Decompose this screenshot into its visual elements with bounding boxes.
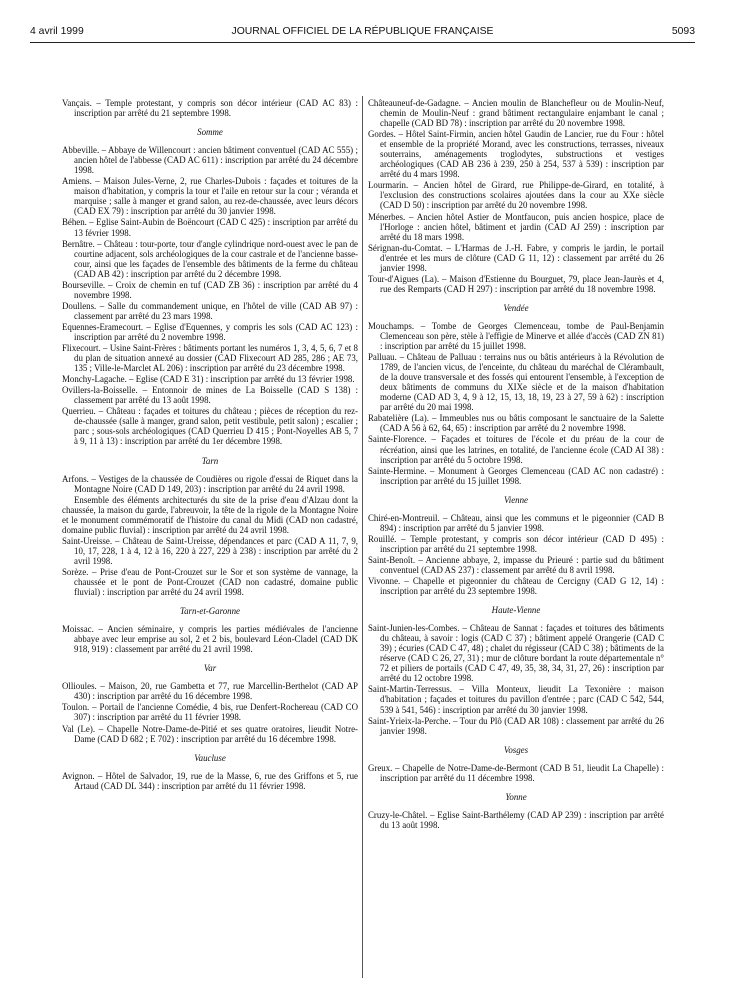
entry-place: Vançais.: [62, 98, 92, 108]
entry-text: – Tour du Plô (CAD AR 108) : classement par arrêté du 26 janvier 1998.: [380, 715, 664, 736]
monument-entry: [62, 217, 358, 237]
entry-place: Equennes-Eramecourt.: [62, 321, 144, 332]
entry-text: – L'Harmas de J.-H. Fabre, y compris le jardin, le portail d'entrée et les murs de clôture (CAD G 11, 12) : classement par arrêté du 26 janvier 1998.: [380, 242, 664, 273]
monument-entry: [62, 280, 358, 300]
entry-text: – Ancien hôtel Astier de Montfaucon, puis ancien hospice, place de l'Horloge : ancien hôtel, bâtiment et jardin (CAD AJ 259) : inscription par arrêté du 18 mars 1998.: [380, 211, 664, 242]
monument-entry: [368, 352, 664, 412]
monument-entry: [368, 212, 664, 242]
entry-place: Sainte-Florence.: [368, 434, 427, 445]
entry-text: – Croix de chemin en tuf (CAD ZB 36) : inscription par arrêté du 4 novembre 1998.: [74, 279, 358, 300]
entry-text: – Château de Saint-Ureisse, dépendances et parc (CAD A 11, 7, 9, 10, 17, 228, 1 à 4, 12 à 16, 220 à 227, 229 à 238) : inscription par arrêté du 2 avril 1998.: [74, 535, 358, 566]
monument-entry: [368, 576, 664, 596]
entry-text: – Eglise Saint-Aubin de Boëncourt (CAD C 425) : inscription par arrêté du 13 février 1998.: [74, 217, 358, 238]
monument-entry: [368, 413, 664, 433]
right-column: [368, 98, 664, 831]
monument-entry: [368, 434, 664, 464]
entry-text: – Hôtel Saint-Firmin, ancien hôtel Gaudin de Lancier, rue du Four : hôtel et ensemble de la propriété Morand, avec les constructions, terrasses, niveaux souterrains, aménagements troglodytes, substructions et vestiges archéologiques (CAD AB 236 à 239, 250 à 254, 537 à 539) : inscription par arrêté du 4 mars 1998.: [380, 129, 664, 180]
entry-text: – Château : façades et toitures du château ; pièces de réception du rez-de-chaussée (salle à manger, grand salon, petit vestibule, petit salon) ; escalier ; parc ; sous-sols archéologiques (CAD Querrieu D 415 ; Pont-Noyelles AB 5, 7 à 9, 11 à 13) : inscription par arrêté du 1er décembre 1998.: [74, 406, 358, 447]
header-date: 4 avril 1999: [30, 26, 84, 37]
entry-text: – Façades et toitures de l'école et du préau de la cour de récréation, ainsi que les latrines, en totalité, de l'ancienne école (CAD AI 38) : inscription par arrêté du 5 octobre 1998.: [380, 434, 664, 465]
entry-text: – Château, ainsi que les communs et le pigeonnier (CAD B 894) : inscription par arrêté du 5 janvier 1998.: [380, 512, 664, 533]
left-column: [62, 98, 358, 792]
department-heading: Vaucluse: [194, 752, 226, 763]
monument-entry: [62, 322, 358, 342]
entry-text: – Temple protestant, y compris son décor intérieur (CAD D 495) : inscription par arrêté du 21 septembre 1998.: [380, 533, 664, 554]
monument-entry: [62, 406, 358, 446]
department-heading: Vienne: [504, 494, 528, 505]
entry-place: Cruzy-le-Châtel.: [368, 809, 428, 820]
entry-text: – Maison d'Estienne du Bourguet, 79, place Jean-Jaurès et 4, rue des Remparts (CAD H 297) : inscription par arrêté du 18 novembre 1998.: [380, 273, 665, 294]
monument-entry: [368, 623, 664, 683]
entry-text: – Eglise d'Equennes, y compris les sols (CAD AC 123) : inscription par arrêté du 2 novembre 1998.: [74, 321, 358, 342]
entry-text: – Château de Sannat : façades et toitures des bâtiments du château, à savoir : logis (CAD C 37) ; bâtiment appelé Orangerie (CAD C 39) ; écuries (CAD C 47, 48) ; chalet du régisseur (CAD C 38) ; bâtiments de la réserve (CAD C 26, 27, 31) ; mur de clôture bordant la route départementale n° 72 et piliers de portails (CAD C 47, 49, 35, 38, 34, 31, 27, 26) : inscription par arrêté du 12 octobre 1998.: [380, 623, 664, 684]
entry-place: Toulon.: [62, 702, 90, 713]
entry-text: – Villa Monteux, lieudit La Texonière : maison d'habitation ; façades et toitures du pavillon d'entrée ; parc (CAD C 542, 544, 539 à 541, 546) : inscription par arrêté du 30 janvier 1998.: [380, 684, 664, 715]
department-heading: Yonne: [505, 791, 527, 802]
monument-entry: [62, 385, 358, 405]
monument-entry: [368, 321, 664, 351]
entry-place: Tour-d'Aigues (La).: [368, 273, 440, 284]
monument-entry: [62, 374, 358, 384]
entry-place: Arfons.: [62, 473, 89, 484]
monument-entry: [62, 624, 358, 654]
entry-place: Châteauneuf-de-Gadagne.: [368, 98, 461, 108]
entry-text: – Monument à Georges Clemenceau (CAD AC non cadastré) : inscription par arrêté du 15 juillet 1998.: [380, 465, 664, 486]
monument-entry: [62, 702, 358, 722]
monument-entry: [62, 681, 358, 701]
entry-place: Saint-Ureisse.: [62, 535, 113, 546]
entry-text: – Prise d'eau de Pont-Crouzet sur le Sor et son système de vannage, la chaussée et le pont de Pont-Crouzet (CAD non cadastré, domaine public fluvial) : inscription par arrêté du 24 avril 1998.: [74, 566, 358, 598]
entry-text: – Ancien séminaire, y compris les parties médiévales de l'ancienne abbaye avec leur emprise au sol, 2 et 2 bis, boulevard Léon-Cladel (CAD DK 918, 919) : classement par arrêté du 21 avril 1998.: [74, 624, 358, 655]
entry-place: Abbeville.: [62, 145, 100, 156]
entry-place: Ménerbes.: [368, 211, 406, 222]
monument-entry: [62, 98, 358, 118]
entry-place: Ovillers-la-Boisselle.: [62, 385, 138, 396]
monument-entry: [62, 724, 358, 744]
entry-place: Rabatelière (La).: [368, 413, 429, 424]
entry-place: Chiré-en-Montreuil.: [368, 512, 440, 523]
entry-place: Moissac.: [62, 624, 94, 635]
entry-text: – Ancien hôtel de Girard, rue Philippe-de-Girard, en totalité, à l'exclusion des constructions scolaires ajoutées dans la cour au XXe siècle (CAD D 50) : inscription par arrêté du 20 novembre 1998.: [380, 180, 664, 211]
monument-entry: [62, 474, 358, 494]
department-heading: Somme: [197, 127, 223, 138]
entry-text: – Maison Jules-Verne, 2, rue Charles-Dubois : façades et toitures de la maison d'habitation, y compris la tour et l'aile en retour sur la cour ; véranda et marquise ; salle à manger et grand salon, au rez-de-chaussée, avec leurs décors (CAD EX 79) : inscription par arrêté du 30 janvier 1998.: [74, 176, 358, 217]
entry-place: Sorèze.: [62, 566, 89, 577]
entry-place: Rouillé.: [368, 533, 397, 544]
entry-paragraph: Ensemble des éléments architecturés du site de la prise d'eau d'Alzau dont la chaussée, la maison du garde, l'abreuvoir, la tête de la rigole de la Montagne Noire et le monument commémoratif de l'histoire du canal du Midi (CAD non cadastré, domaine public fluvial) : inscription par arrêté du 24 avril 1998.: [62, 494, 358, 535]
entry-place: Avignon.: [62, 770, 95, 781]
monument-entry: [62, 176, 358, 216]
entry-text: – Vestiges de la chaussée de Coudières ou rigole d'essai de Riquet dans la Montagne Noire (CAD D 149, 203) : inscription par arrêté du 24 avril 1998.: [74, 473, 358, 494]
entry-place: Mouchamps.: [368, 320, 415, 331]
monument-entry: [368, 716, 664, 736]
entry-text: – Chapelle Notre-Dame-de-Pitié et ses quatre oratoires, lieudit Notre-Dame (CAD D 682 ; E 702) : inscription par arrêté du 16 décembre 1998.: [74, 723, 358, 744]
entry-place: Saint-Benoît.: [368, 554, 416, 565]
entry-place: Gordes.: [368, 129, 396, 140]
entry-text: – Hôtel de Salvador, 19, rue de la Masse, 6, rue des Griffons et 5, rue Artaud (CAD DL 344) : inscription par arrêté du 11 février 1998.: [74, 770, 358, 791]
entry-place: Bourseville.: [62, 279, 106, 290]
monument-entry: [62, 567, 358, 597]
monument-entry: [368, 513, 664, 533]
monument-entry: [368, 555, 664, 575]
header-page-number: 5093: [671, 26, 695, 37]
entry-place: Vivonne.: [368, 576, 401, 587]
monument-entry: [368, 763, 664, 783]
entry-text: – Entonnoir de mines de La Boisselle (CAD S 138) : classement par arrêté du 13 août 1998.: [74, 385, 358, 406]
entry-text: – Abbaye de Willencourt : ancien bâtiment conventuel (CAD AC 555) ; ancien hôtel de l'abbesse (CAD AC 611) : inscription par arrêté du 24 décembre 1998.: [74, 145, 358, 176]
entry-place: Saint-Yrieix-la-Perche.: [368, 715, 451, 726]
entry-place: Doullens.: [62, 300, 97, 311]
department-heading: Haute-Vienne: [491, 605, 541, 616]
entry-text: – Salle du commandement unique, en l'hôtel de ville (CAD AB 97) : classement par arrêté du 23 mars 1998.: [74, 300, 358, 321]
entry-place: Béhen.: [62, 217, 87, 228]
monument-entry: [62, 343, 358, 373]
entry-place: Flixecourt.: [62, 343, 101, 354]
monument-entry: [62, 239, 358, 279]
header-title: JOURNAL OFFICIEL DE LA RÉPUBLIQUE FRANÇAISE: [231, 26, 494, 37]
entry-place: Greux.: [368, 762, 393, 773]
monument-entry: [368, 98, 664, 128]
entry-text: – Portail de l'ancienne Comédie, 4 bis, rue Denfert-Rochereau (CAD CO 307) : inscription par arrêté du 11 février 1998.: [74, 702, 358, 723]
monument-entry: [62, 145, 358, 175]
entry-place: Saint-Martin-Terressus.: [368, 684, 452, 695]
entry-text: – Chapelle de Notre-Dame-de-Bermont (CAD B 51, lieudit La Chapelle) : inscription par arrêté du 11 décembre 1998.: [380, 762, 664, 783]
entry-text: – Eglise Saint-Barthélemy (CAD AP 239) : inscription par arrêté du 13 août 1998.: [380, 809, 664, 830]
entry-place: Ollioules.: [62, 681, 97, 692]
department-heading: Tarn-et-Garonne: [180, 606, 240, 617]
entry-text: – Ancienne abbaye, 2, impasse du Prieuré : partie sud du bâtiment conventuel (CAD AS 237) : classement par arrêté du 8 avril 1998.: [380, 554, 664, 575]
entry-text: – Château de Palluau : terrains nus ou bâtis antérieurs à la Révolution de 1789, de l'ancien vicus, de l'enceinte, du château du maréchal de Clérambault, de la douve transversale et des fossés qui entourent l'ensemble, à l'exception de deux bâtiments de communs du XIXe siècle et de la maison d'habitation moderne (CAD AD 3, 4, 9 à 12, 15, 13, 18, 19, 23 à 27, 59 à 62) : inscription par arrêté du 20 mai 1998.: [380, 352, 664, 413]
entry-place: Querrieu.: [62, 406, 96, 417]
monument-entry: [368, 810, 664, 830]
entry-text: – Usine Saint-Frères : bâtiments portant les numéros 1, 3, 4, 5, 6, 7 et 8 du plan de situation annexé au dossier (CAD Flixecourt AD 285, 286 ; AE 73, 135 ; Ville-le-Marclet AL 206) : inscription par arrêté du 23 décembre 1998.: [74, 343, 358, 374]
entry-place: Bernâtre.: [62, 238, 95, 249]
monument-entry: [368, 534, 664, 554]
monument-entry: [62, 536, 358, 566]
monument-entry: [368, 466, 664, 486]
entry-text: – Eglise (CAD E 31) : inscription par arrêté du 13 février 1998.: [126, 374, 355, 385]
entry-place: Val (Le).: [62, 723, 96, 734]
entry-place: Monchy-Lagache.: [62, 374, 127, 385]
department-heading: Tarn: [201, 455, 219, 466]
entry-text: – Chapelle et pigeonnier du château de Cercigny (CAD G 12, 14) : inscription par arrêté du 23 septembre 1998.: [380, 576, 664, 597]
entry-place: Amiens.: [62, 176, 92, 187]
entry-text: – Château : tour-porte, tour d'angle cylindrique nord-ouest avec le pan de courtine adjacent, sols archéologiques de la cour castrale et de l'ancienne basse-cour, ainsi que les façades de l'ensemble des bâtiments de la ferme du château (CAD AB 42) : inscription par arrêté du 2 décembre 1998.: [74, 238, 358, 279]
entry-place: Saint-Junien-les-Combes.: [368, 623, 460, 634]
monument-entry: [368, 129, 664, 179]
entry-place: Lourmarin.: [368, 180, 409, 191]
header-rule: [30, 42, 695, 43]
monument-entry: [368, 243, 664, 273]
entry-text: – Maison, 20, rue Gambetta et 77, rue Marcellin-Berthelot (CAD AP 430) : inscription par arrêté du 16 décembre 1998.: [74, 681, 358, 702]
monument-entry: [368, 684, 664, 714]
entry-place: Sainte-Hermine.: [368, 465, 427, 476]
monument-entry: [62, 771, 358, 791]
department-heading: Vosges: [503, 744, 529, 755]
monument-entry: [62, 301, 358, 321]
monument-entry: [368, 180, 664, 210]
monument-entry: [368, 274, 664, 294]
entry-text: – Tombe de Georges Clemenceau, tombe de Paul-Benjamin Clemenceau son père, stèle à l'effigie de Minerve et allée d'accès (CAD ZN 81) : inscription par arrêté du 15 juillet 1998.: [380, 320, 664, 352]
entry-text: – Temple protestant, y compris son décor intérieur (CAD AC 83) : inscription par arrêté du 21 septembre 1998.: [74, 98, 358, 119]
page-header: [30, 26, 695, 42]
entry-text: – Immeubles nus ou bâtis composant le sanctuaire de la Salette (CAD A 56 à 62, 64, 65) : inscription par arrêté du 2 novembre 1998.: [380, 413, 664, 434]
column-divider: [362, 96, 363, 978]
entry-place: Palluau.: [368, 352, 397, 363]
department-heading: Vendée: [503, 302, 529, 313]
department-heading: Var: [203, 663, 217, 674]
entry-place: Sérignan-du-Comtat.: [368, 242, 443, 253]
entry-text: – Ancien moulin de Blanchefleur ou de Moulin-Neuf, chemin de Moulin-Neuf : grand bâtiment rectangulaire enjambant le canal ; chapelle (CAD BD 78) : inscription par arrêté du 20 novembre 1998.: [380, 98, 664, 129]
